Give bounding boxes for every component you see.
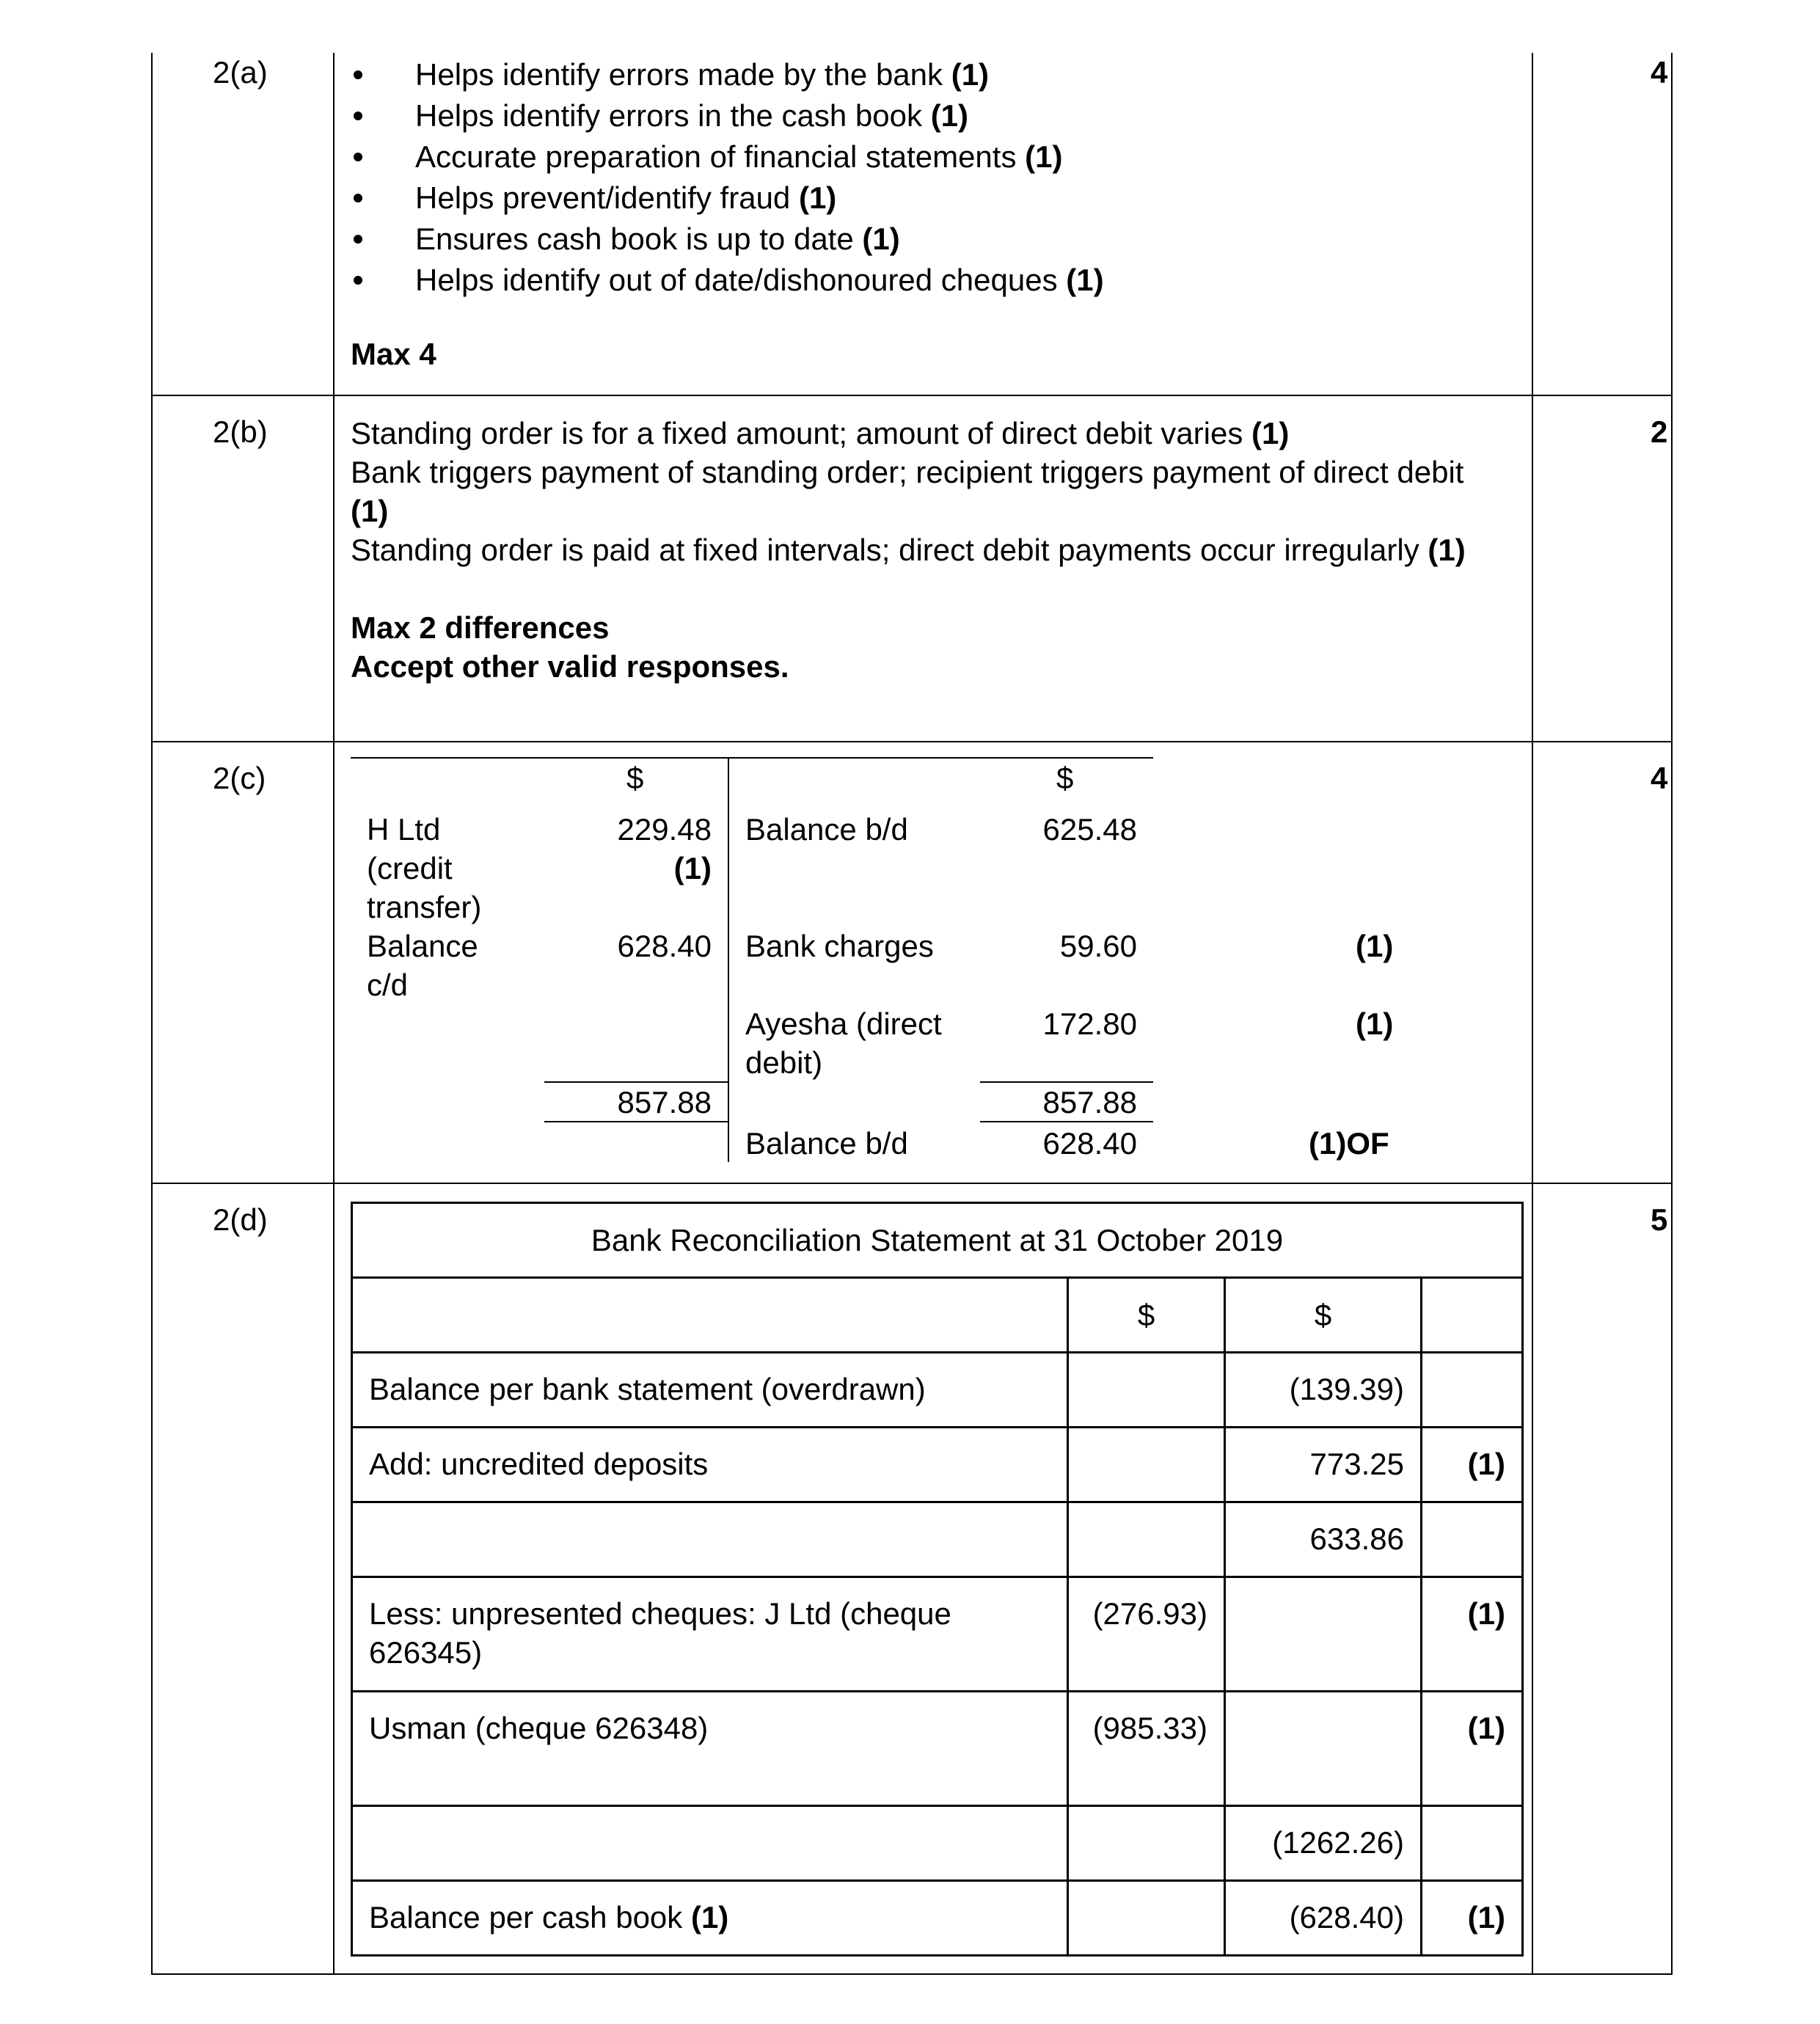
recon-desc [352,1428,1068,1502]
ledger-credit-amount-2: 172.80 [1042,1006,1137,1041]
ledger-debit-mark-0: (1) [673,851,712,885]
bullet-item-1 [351,95,1495,136]
recon-mark [1422,1353,1523,1428]
recon-col2: (139.39) [1225,1353,1422,1428]
recon-desc [352,1692,1068,1806]
recon-row-1 [352,1428,1523,1502]
recon-row-0 [352,1353,1523,1428]
bullet-text: Helps identify errors made by the bank [415,57,951,92]
bullet-text: Accurate preparation of financial statements [415,139,1026,174]
ledger-top-rule [351,757,1153,759]
recon-row-6 [352,1881,1523,1956]
recon-header-currency-1: $ [1068,1278,1225,1353]
recon-col1 [1068,1806,1225,1881]
recon-col2: (628.40) [1225,1881,1422,1956]
ledger-credit-desc-0: Balance b/d [745,812,908,847]
recon-col1 [1068,1502,1225,1577]
recon-desc-text: Add: uncredited deposits [369,1447,709,1481]
bullet-dot-icon [354,70,362,79]
note-2b-2: Accept other valid responses. [351,649,789,684]
answer-line-text: Standing order is paid at fixed intervals; direct debit payments occur irregularly [351,533,1428,567]
note-2a: Max 4 [351,337,436,371]
answer-2a [351,54,1495,373]
recon-row-5 [352,1806,1523,1881]
grid-left-border [151,53,153,1975]
ledger-debit-desc-1: Balance c/d [367,929,478,1002]
grid-col-divider-1 [333,53,335,1975]
marks-2d: 5 [1651,1202,1668,1237]
recon-desc-text: Usman (cheque 626348) [369,1711,709,1745]
bullet-item-4 [351,219,1495,260]
ledger-mark-bank-charges: (1) [1356,929,1394,963]
bullet-text: Helps identify errors in the cash book [415,98,931,133]
recon-desc-text: Balance per bank statement (overdrawn) [369,1372,926,1406]
ledger-closing-desc: Balance b/d [745,1126,908,1161]
bullet-item-5 [351,260,1495,301]
question-label-2a: 2(a) [213,55,268,89]
answer-2b [351,414,1510,686]
bullet-mark: (1) [862,222,900,256]
recon-col2: (1262.26) [1225,1806,1422,1881]
ledger-debit-total: 857.88 [617,1085,712,1119]
marks-2c: 4 [1651,761,1668,795]
recon-mark: (1) [1422,1577,1523,1692]
bank-reconciliation-table [351,1202,1524,1957]
recon-mark: (1) [1422,1428,1523,1502]
bullet-item-0 [351,54,1495,95]
ledger-account-2c [351,757,1394,1168]
recon-col2 [1225,1692,1422,1806]
bullet-mark: (1) [1025,139,1063,174]
grid-col-divider-2 [1532,53,1533,1975]
recon-row-3 [352,1577,1523,1692]
ledger-credit-total: 857.88 [1042,1085,1137,1119]
answer-line-mark: (1) [1251,416,1290,450]
bullet-dot-icon [354,194,362,202]
answer-line-1 [351,453,1510,530]
bullet-mark: (1) [951,57,990,92]
marks-2a: 4 [1651,55,1668,89]
ledger-credit-currency: $ [1056,761,1074,795]
recon-col1 [1068,1428,1225,1502]
ledger-closing-amount: 628.40 [1042,1126,1137,1161]
bullet-dot-icon [354,235,362,244]
bullet-mark: (1) [930,98,969,133]
recon-desc-mark: (1) [690,1900,729,1935]
ledger-debit-amount-0: 229.48 [617,812,712,847]
bullet-text: Helps prevent/identify fraud [415,180,799,215]
recon-desc-text: Balance per cash book [369,1900,691,1935]
bullet-text: Helps identify out of date/dishonoured cheques [415,263,1067,297]
recon-col2 [1225,1577,1422,1692]
ledger-mark-ayesha: (1) [1356,1006,1394,1041]
recon-header-mark [1422,1278,1523,1353]
recon-desc [352,1577,1068,1692]
lines-2b [351,414,1510,569]
ledger-credit-desc-1: Bank charges [745,929,934,963]
bullet-item-3 [351,178,1495,219]
recon-col2: 633.86 [1225,1502,1422,1577]
recon-row-4 [352,1692,1523,1806]
ledger-debit-amount-1: 628.40 [617,929,712,963]
recon-col1 [1068,1353,1225,1428]
row-divider-c-d [151,1183,1673,1184]
answer-line-mark: (1) [1428,533,1466,567]
recon-col1: (985.33) [1068,1692,1225,1806]
row-divider-a-b [151,395,1673,396]
answer-line-mark: (1) [351,494,389,528]
recon-desc [352,1881,1068,1956]
ledger-credit-desc-2: Ayesha (direct debit) [745,1006,942,1080]
answer-line-2 [351,530,1510,569]
answer-line-text: Bank triggers payment of standing order; recipient triggers payment of direct debit [351,455,1464,489]
ledger-debit-currency: $ [626,761,644,795]
recon-mark: (1) [1422,1881,1523,1956]
question-label-2d: 2(d) [213,1202,268,1237]
ledger-credit-amount-1: 59.60 [1059,929,1137,963]
recon-desc [352,1806,1068,1881]
bullet-dot-icon [354,112,362,120]
bullet-dot-icon [354,153,362,161]
bullet-item-2 [351,136,1495,178]
bullet-mark: (1) [1066,263,1104,297]
row-divider-b-c [151,741,1673,742]
recon-title: Bank Reconciliation Statement at 31 October 2019 [352,1203,1523,1278]
answer-line-text: Standing order is for a fixed amount; amount of direct debit varies [351,416,1251,450]
answer-line-0 [351,414,1510,453]
recon-header-desc [352,1278,1068,1353]
question-label-2b: 2(b) [213,414,268,449]
ledger-credit-amount-0: 625.48 [1042,812,1137,847]
marks-2b: 2 [1651,414,1668,449]
recon-mark [1422,1806,1523,1881]
grid-right-border [1671,53,1673,1975]
bullet-list-2a [351,54,1495,301]
bullet-dot-icon [354,276,362,285]
ledger-closing-mark: (1)OF [1309,1126,1389,1161]
recon-desc [352,1502,1068,1577]
question-label-2c: 2(c) [213,761,266,795]
recon-mark [1422,1502,1523,1577]
recon-row-2 [352,1502,1523,1577]
note-2b-1: Max 2 differences [351,610,610,645]
recon-mark: (1) [1422,1692,1523,1806]
recon-desc-text: Less: unpresented cheques: J Ltd (cheque 626345) [369,1596,951,1670]
recon-col2: 773.25 [1225,1428,1422,1502]
ledger-debit-desc-0: H Ltd (credit transfer) [367,812,482,924]
ledger-centre-line [728,757,729,1162]
bullet-text: Ensures cash book is up to date [415,222,863,256]
grid-bottom-border [151,1973,1673,1975]
recon-header-currency-2: $ [1225,1278,1422,1353]
recon-desc [352,1353,1068,1428]
bullet-mark: (1) [798,180,837,215]
recon-col1 [1068,1881,1225,1956]
recon-col1: (276.93) [1068,1577,1225,1692]
